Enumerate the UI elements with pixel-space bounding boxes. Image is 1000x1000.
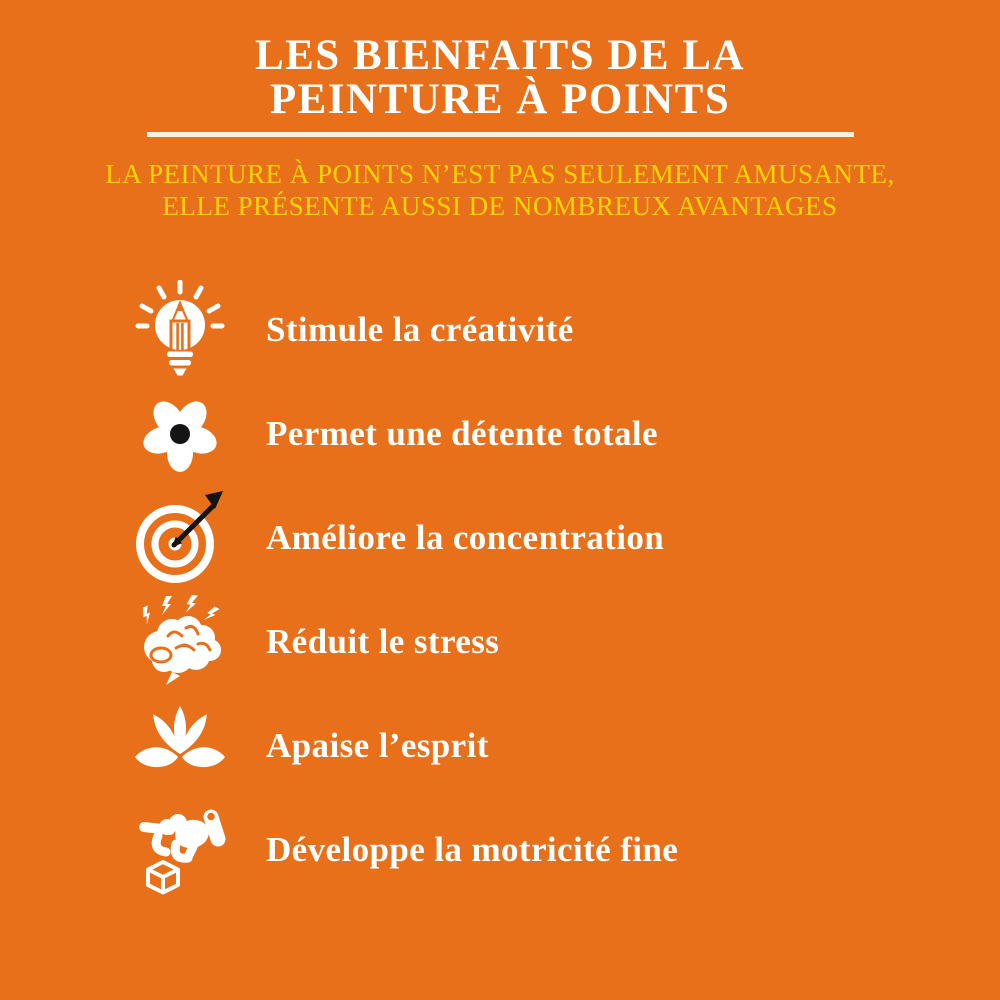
- subtitle: [0, 158, 1000, 222]
- hand-grab-cube-icon: [130, 800, 230, 900]
- page-title-line1: LES BIENFAITS DE LA: [254, 32, 746, 79]
- list-item-motor-skills: [130, 798, 1000, 902]
- page-title: [0, 34, 1000, 122]
- benefit-label: Stimule la créativité: [266, 310, 574, 349]
- benefit-label: Permet une détente totale: [266, 414, 658, 453]
- list-item-relaxation: [130, 382, 1000, 486]
- list-item-concentration: [130, 486, 1000, 590]
- brain-lightning-icon: [130, 592, 230, 692]
- benefit-label: Réduit le stress: [266, 622, 500, 661]
- benefits-list: [130, 278, 1000, 902]
- lightbulb-pencil-icon: [130, 280, 230, 380]
- poster-header: [0, 0, 1000, 222]
- flower-icon: [130, 384, 230, 484]
- list-item-creativity: [130, 278, 1000, 382]
- benefit-label: Apaise l’esprit: [266, 726, 489, 765]
- benefit-label: Développe la motricité fine: [266, 830, 679, 869]
- subtitle-line1: LA PEINTURE À POINTS N’EST PAS SEULEMENT AMUSANTE,: [105, 159, 895, 189]
- target-arrow-icon: [130, 488, 230, 588]
- subtitle-line2: ELLE PRÉSENTE AUSSI DE NOMBREUX AVANTAGES: [162, 191, 838, 221]
- title-divider: [147, 132, 854, 137]
- benefit-label: Améliore la concentration: [266, 518, 665, 557]
- list-item-stress: [130, 590, 1000, 694]
- lotus-icon: [130, 696, 230, 796]
- page-title-line2: PEINTURE À POINTS: [269, 76, 731, 123]
- list-item-calm: [130, 694, 1000, 798]
